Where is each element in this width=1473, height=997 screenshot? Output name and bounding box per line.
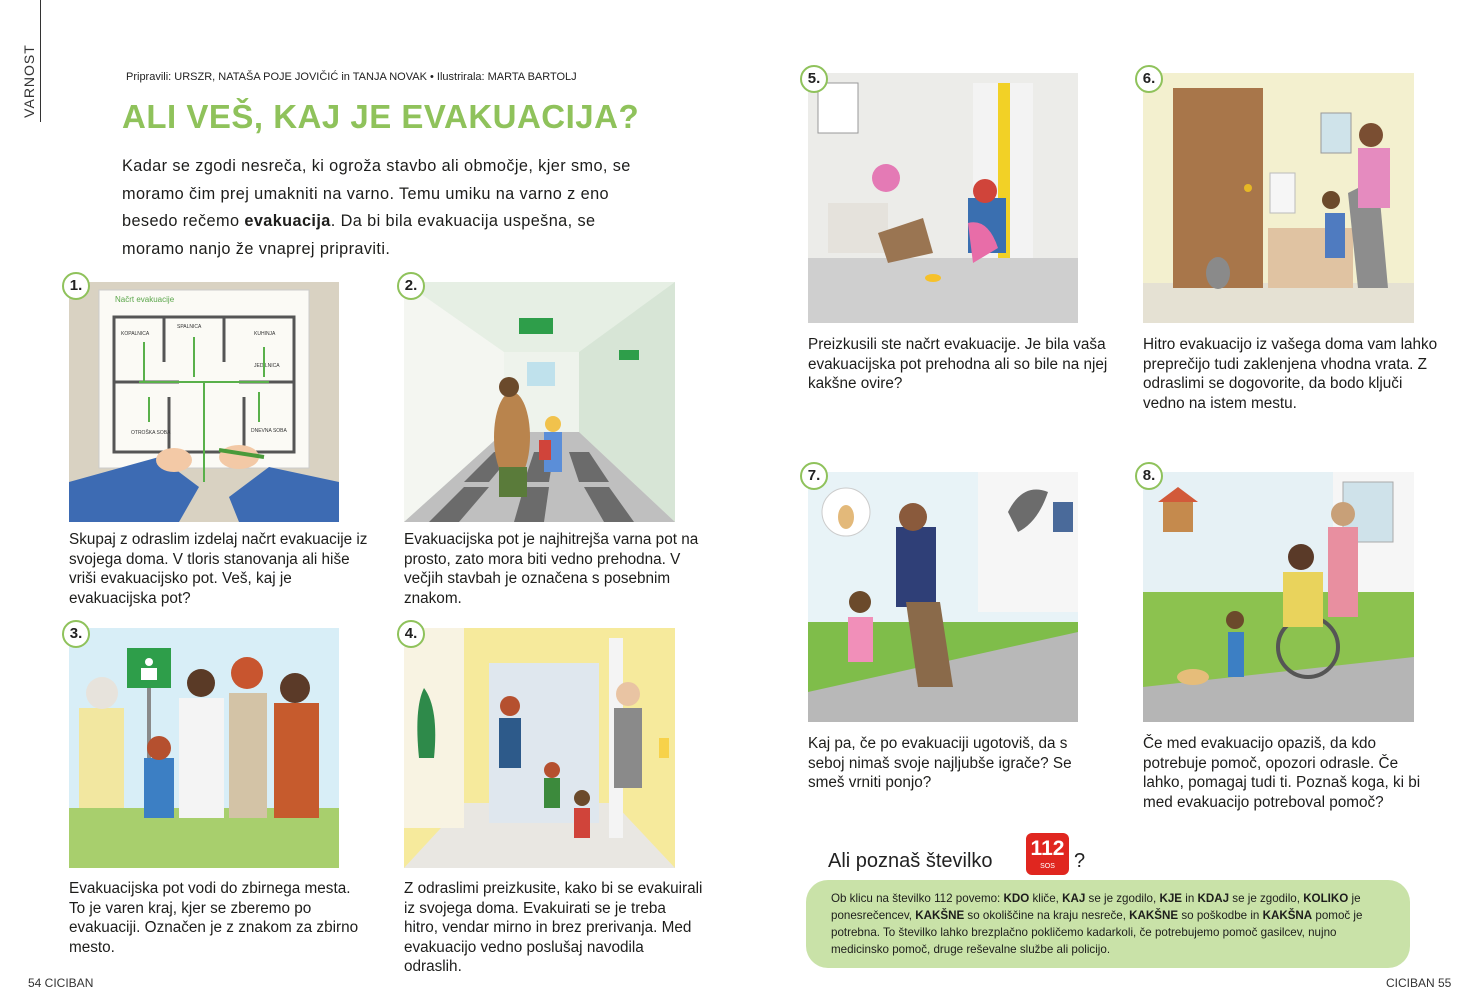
svg-text:KOPALNICA: KOPALNICA: [121, 331, 150, 337]
illustration-locked-door: [1143, 73, 1414, 323]
illustration-assembly-point: [69, 628, 339, 868]
step-caption: Z odraslimi preizkusite, kako bi se evakuirali iz svojega doma. Evakuirati se je treba hitro, vendar mirno in brez prerivanja. Med evakuacijo vedno poslušaj navodila odraslih.: [404, 880, 703, 976]
emergency-keyword: KAKŠNE: [915, 909, 965, 922]
illustration-home-exit: [404, 628, 675, 868]
illustration-helping-others: [1143, 472, 1414, 722]
step-caption: Evakuacijska pot vodi do zbirnega mesta. To je varen kraj, kjer se zberemo po evakuaciji. Označen je z znakom za zbirno mesto.: [69, 880, 359, 956]
step-number: 8.: [1135, 462, 1163, 490]
emergency-info-box: [806, 880, 1410, 968]
section-rule: [40, 0, 41, 122]
emergency-keyword: KDO: [1003, 892, 1030, 905]
step-caption: Kaj pa, če po evakuaciji ugotoviš, da s seboj nimaš svoje najljubše igrače? Se smeš vrniti ponjo?: [808, 735, 1072, 792]
emergency-text-segment: Ob klicu na številko 112 povemo:: [831, 892, 1004, 905]
illustration-blocked-exit: [808, 73, 1078, 323]
step-number: 2.: [397, 272, 425, 300]
emergency-text-segment: in: [1182, 892, 1198, 905]
emergency-keyword: KDAJ: [1197, 892, 1230, 905]
svg-text:Načrt evakuacije: Načrt evakuacije: [115, 295, 175, 304]
blocked-exit-drawing: [808, 73, 1078, 323]
emergency-keyword: KJE: [1159, 892, 1183, 905]
emergency-text-segment: so poškodbe in: [1178, 909, 1263, 922]
emergency-info-text: [831, 890, 1390, 958]
emergency-text-segment: se je zgodilo,: [1085, 892, 1160, 905]
locked-door-drawing: [1143, 73, 1414, 323]
emergency-keyword: KAJ: [1062, 892, 1086, 905]
step-number: 5.: [800, 65, 828, 93]
svg-text:SPALNICA: SPALNICA: [177, 324, 202, 330]
evacuation-plan-drawing: [69, 282, 339, 522]
step-caption: Skupaj z odraslim izdelaj načrt evakuacije iz svojega doma. V tloris stanovanja ali hiše vriši evakuacijsko pot. Veš, kaj je evakuacijska pot?: [69, 531, 368, 607]
step-caption: Če med evakuacijo opaziš, da kdo potrebuje pomoč, opozori odrasle. Če lahko, pomagaj tudi ti. Poznaš koga, ki bi med evakuacijo potreboval pomoč?: [1143, 735, 1421, 811]
intro-paragraph: Kadar se zgodi nesreča, ki ogroža stavbo ali območje, kjer smo, se moramo čim prej umakniti na varno. Temu umiku na varno z eno besedo rečemo evakuacija. Da bi bila evakuacija uspešna, se moramo nanjo že vnaprej pripraviti.: [122, 157, 631, 258]
emergency-text-segment: kliče,: [1029, 892, 1063, 905]
emergency-text-segment: se je zgodilo,: [1229, 892, 1304, 905]
svg-text:OTROŠKA SOBA: OTROŠKA SOBA: [131, 430, 171, 436]
emergency-keyword: KOLIKO: [1303, 892, 1349, 905]
emergency-keyword: KAKŠNE: [1129, 909, 1179, 922]
question-mark: ?: [1074, 850, 1086, 872]
page-title: ALI VEŠ, KAJ JE EVAKUACIJA?: [122, 98, 640, 135]
step-number: 6.: [1135, 65, 1163, 93]
illustration-corridor: [404, 282, 675, 522]
emergency-question: Ali poznaš številko: [828, 850, 993, 872]
step-number: 1.: [62, 272, 90, 300]
section-label: VARNOST: [21, 44, 37, 118]
home-exit-drawing: [404, 628, 675, 868]
corridor-drawing: [404, 282, 675, 522]
emergency-keyword: KAKŠNA: [1262, 909, 1313, 922]
step-number: 4.: [397, 620, 425, 648]
step-number: 3.: [62, 620, 90, 648]
helping-others-drawing: [1143, 472, 1414, 722]
intro-keyword: evakuacija: [244, 212, 331, 230]
assembly-point-drawing: [69, 628, 339, 868]
illustration-toy-question: [808, 472, 1078, 722]
emergency-text-segment: so okoliščine na kraju nesreče,: [964, 909, 1130, 922]
step-number: 7.: [800, 462, 828, 490]
svg-text:KUHINJA: KUHINJA: [254, 331, 276, 337]
footer-right-page: CICIBAN 55: [1386, 976, 1452, 990]
illustration-evacuation-plan: [69, 282, 339, 522]
step-caption: Evakuacijska pot je najhitrejša varna pot na prosto, zato mora biti vedno prehodna. V večjih stavbah je označena s posebnim znakom.: [404, 531, 699, 607]
emergency-text-segment: pomoč je potrebna. To številko lahko brezplačno pokličemo kadarkoli, če potrebujemo pomoč gasilcev, nujno medicinsko pomoč, druge reševalne službe ali policijo.: [831, 909, 1363, 956]
svg-text:JEDILNICA: JEDILNICA: [254, 363, 280, 369]
svg-text:DNEVNA SOBA: DNEVNA SOBA: [251, 428, 287, 434]
step-caption: Preizkusili ste načrt evakuacije. Je bila vaša evakuacijska pot prehodna ali so bile na njej kakšne ovire?: [808, 336, 1108, 393]
footer-left-page: 54 CICIBAN: [28, 976, 94, 990]
emergency-112-badge: 112 SOS: [1026, 833, 1069, 875]
credits: Pripravili: URSZR, NATAŠA POJE JOVIČIĆ in TANJA NOVAK • Ilustrirala: MARTA BARTOLJ: [126, 71, 577, 83]
emergency-text-segment: je ponesrečencev,: [831, 892, 1361, 922]
step-caption: Hitro evakuacijo iz vašega doma vam lahko preprečijo tudi zaklenjena vhodna vrata. Z odraslimi se dogovorite, da bodo ključi vedno na istem mestu.: [1143, 336, 1438, 412]
toy-question-drawing: [808, 472, 1078, 722]
